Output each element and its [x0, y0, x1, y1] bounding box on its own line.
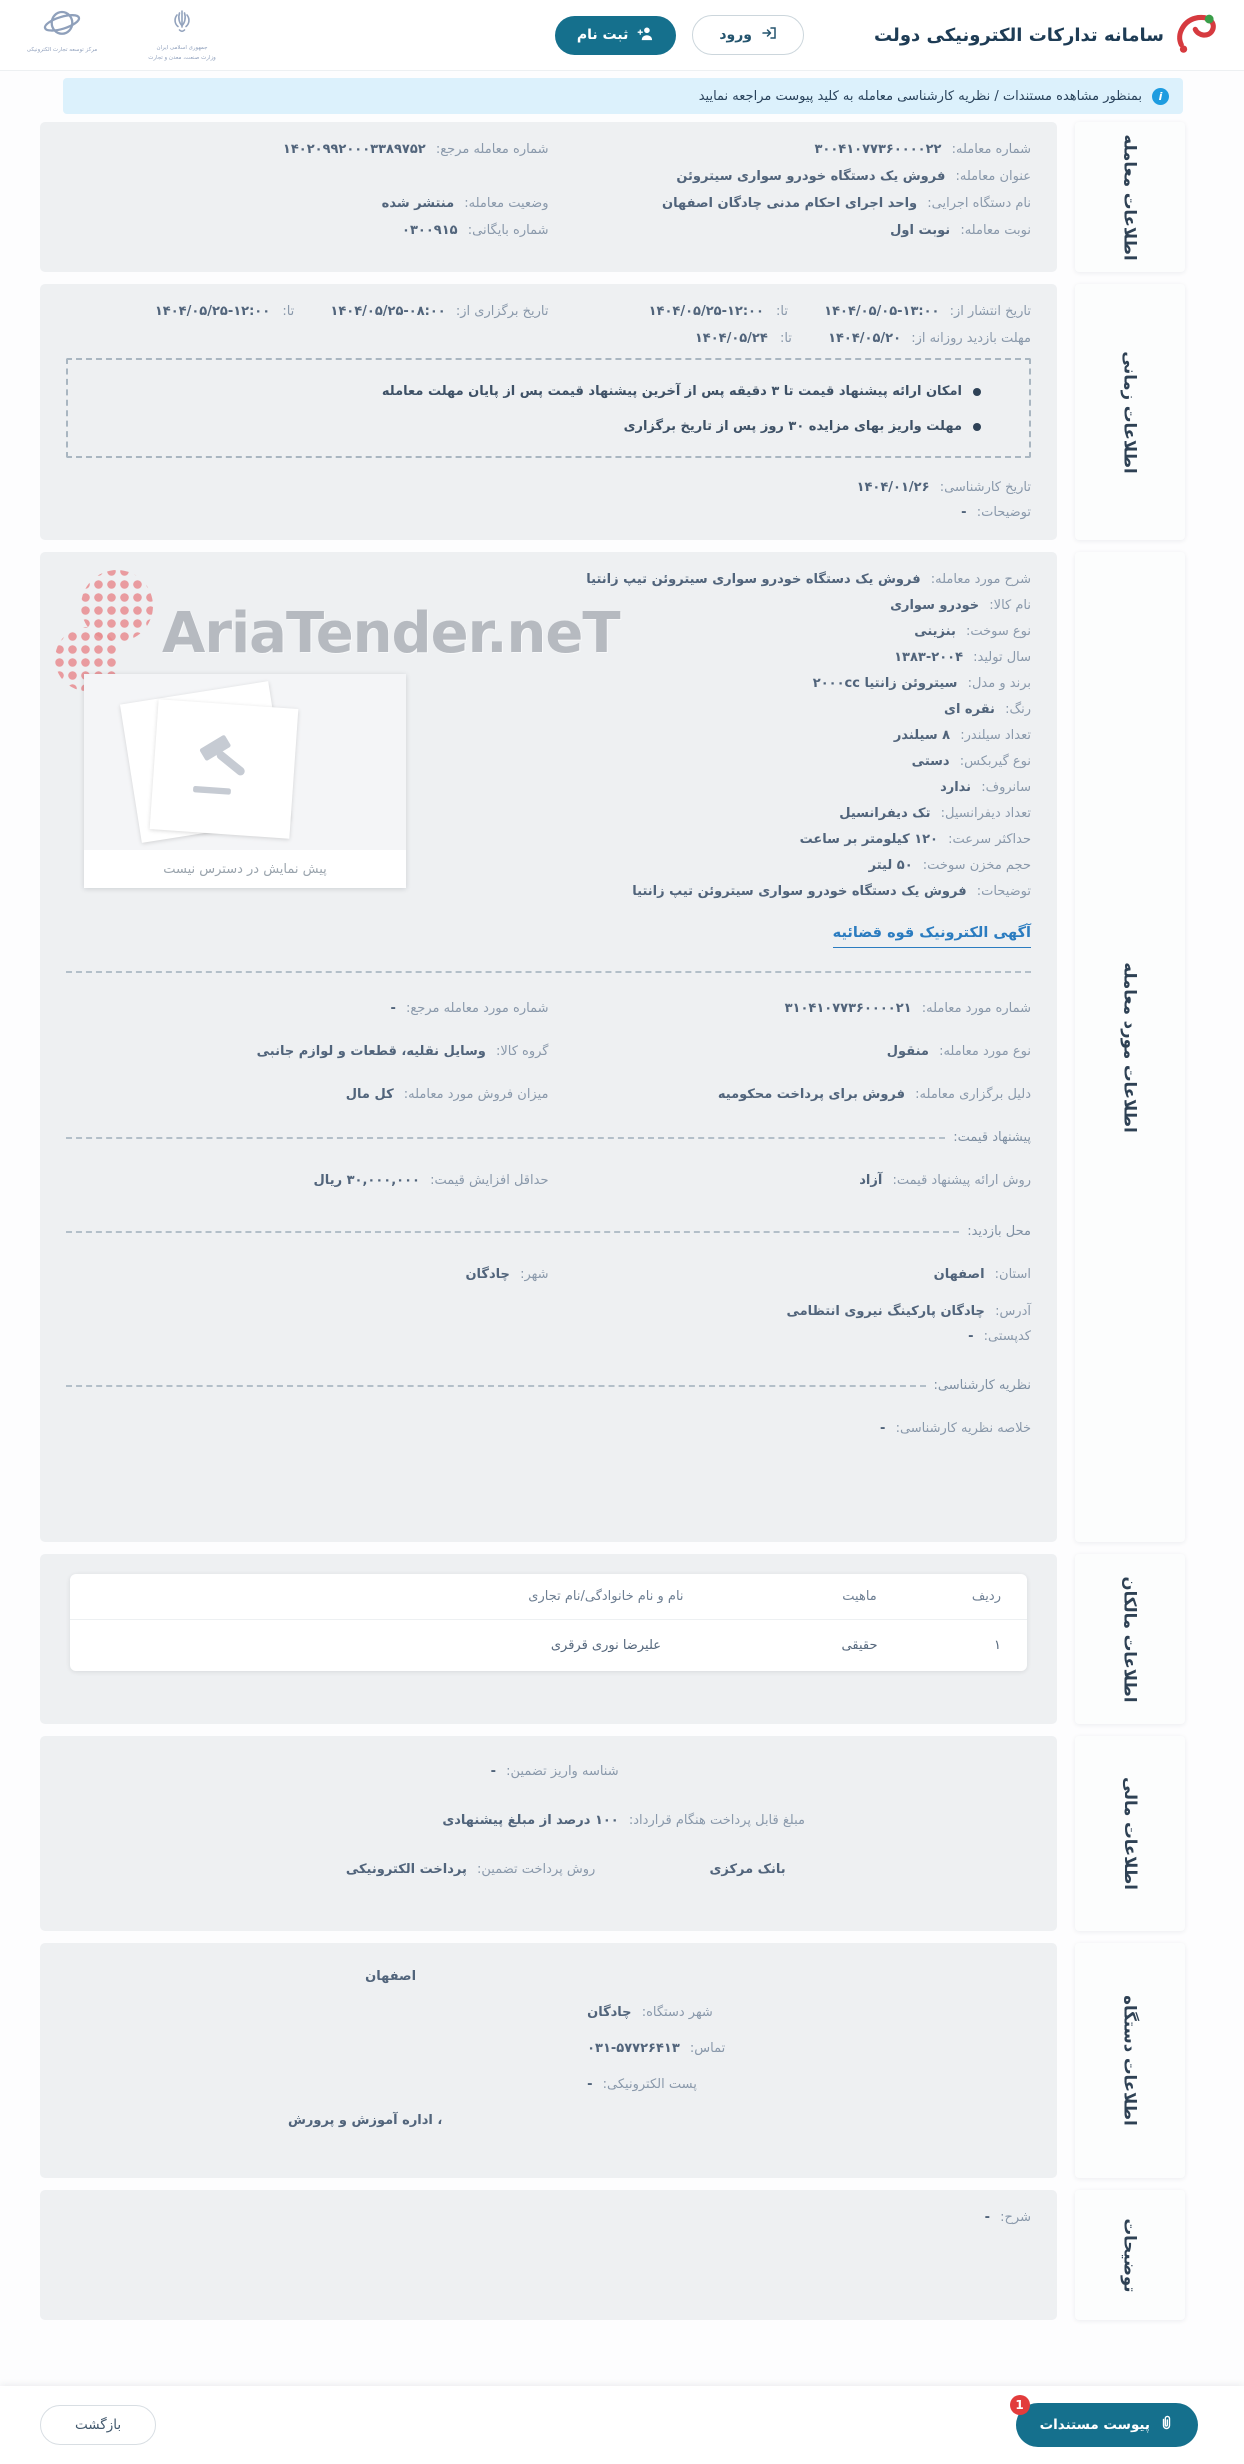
dashed-fill: [66, 1137, 945, 1139]
price-method: [549, 1173, 1032, 1188]
row: [66, 142, 1031, 157]
spec-value: فروش یک دستگاه خودرو سواری سیتروئن تیپ زانتیا: [586, 572, 921, 587]
rule-text: امکان ارائه پیشنهاد قیمت تا ۳ دقیقه پس از آخرین پیشنهاد قیمت پس از پایان مهلت معامله: [381, 384, 962, 399]
section-financial: [40, 1736, 1185, 1931]
spec-label: سال تولید:: [973, 650, 1031, 665]
field-label: تاریخ انتشار از:: [949, 304, 1031, 319]
spec-label: توضیحات:: [976, 884, 1031, 899]
tab-device: [1075, 1943, 1185, 2178]
to-label: تا:: [779, 331, 792, 346]
time-info-card: [40, 284, 1057, 540]
spec-row: [66, 598, 1031, 613]
gavel-icon: [179, 722, 269, 816]
field-value: -: [587, 2077, 593, 2092]
field-value: اصفهان: [933, 1267, 985, 1282]
deal-agency: [549, 196, 1032, 211]
field-value: -: [984, 2210, 991, 2225]
field-value: فروش یک دستگاه خودرو سواری سیتروئن: [676, 169, 946, 184]
bullet-icon: [973, 423, 981, 431]
register-label: ثبت نام: [576, 27, 629, 43]
field-value: نوبت اول: [890, 223, 951, 238]
row: [66, 331, 1031, 346]
field-label: تاریخ کارشناسی:: [939, 480, 1031, 495]
descriptions-card: [40, 2190, 1057, 2320]
row: [66, 1087, 1031, 1102]
field-value: چادگان: [465, 1267, 510, 1282]
col-header-filler: [70, 1574, 434, 1620]
visit-postal-code: [66, 1329, 1031, 1344]
spec-value: ۵۰ لیتر: [868, 858, 913, 873]
empty-cell: [66, 331, 549, 346]
spec-label: نوع گیربکس:: [959, 754, 1031, 769]
owner-name: علیرضا نوری قرقری: [434, 1620, 779, 1672]
item-meta: [66, 1001, 1031, 1102]
spec-label: سانروف:: [981, 780, 1031, 795]
field-value: ۱۰۰ درصد از مبلغ پیشنهادی: [442, 1813, 619, 1828]
field-label: نام دستگاه اجرایی:: [927, 196, 1031, 211]
row: [66, 1044, 1031, 1059]
login-icon: [761, 25, 777, 45]
col-header-name: نام و نام خانوادگی/نام تجاری: [528, 1589, 684, 1604]
tab-time-info-label: اطلاعات زمانی: [1120, 350, 1140, 474]
attachment-count-badge: 1: [1010, 2395, 1030, 2415]
brand: [874, 10, 1218, 60]
deal-archive-no: [66, 223, 549, 238]
auction-rules-box: [66, 358, 1031, 458]
field-value: اصفهان: [365, 1969, 417, 1984]
payable-row: [66, 1813, 1031, 1828]
device-org: [66, 2113, 1031, 2128]
ecdc-caption: مرکز توسعه تجارت الکترونیکی: [26, 46, 98, 53]
deal-status: [66, 196, 549, 211]
expert-header-label: نظریه کارشناسی:: [933, 1378, 1031, 1393]
field-label: شماره معامله:: [951, 142, 1031, 157]
rule-bullet: [88, 419, 1009, 434]
description-row: [66, 2210, 1031, 2225]
field-value: ۳۱۰۴۱۰۷۷۳۶۰۰۰۰۲۱: [784, 1001, 912, 1016]
attach-label: پیوست مستندات: [1039, 2417, 1150, 2433]
attach-documents-button[interactable]: [1015, 2398, 1198, 2447]
item-info-card: [40, 552, 1057, 1542]
device-province: [66, 1969, 1031, 1984]
app-header: [0, 0, 1244, 70]
tab-descriptions-label: توضیحات: [1120, 2218, 1140, 2292]
spec-row: [66, 572, 1031, 587]
field-label: شماره معامله مرجع:: [435, 142, 549, 157]
field-value: منقول: [886, 1044, 929, 1059]
globe-icon: [40, 8, 84, 44]
spec-row: [66, 624, 1031, 639]
photo-card-front: [150, 699, 299, 838]
iran-emblem-icon: [169, 8, 195, 42]
to-label: تا:: [282, 304, 295, 319]
tab-device-label: اطلاعات دستگاه: [1120, 1995, 1140, 2126]
field-label: استان:: [994, 1267, 1031, 1282]
dashed-fill: [66, 1231, 959, 1233]
empty-cell: [66, 169, 549, 184]
field-label: عنوان معامله:: [955, 169, 1031, 184]
field-value: -: [390, 1001, 396, 1016]
visit-dates: [549, 331, 1032, 346]
row: [66, 1173, 1031, 1188]
tab-time-info: [1075, 284, 1185, 540]
spec-row: [66, 650, 1031, 665]
field-value: فروش برای پرداخت محکومیه: [717, 1087, 906, 1102]
device-city: [66, 2005, 1031, 2020]
field-label: شماره بایگانی:: [467, 223, 549, 238]
col-header-index: ردیف: [971, 1589, 1001, 1604]
spec-value: بنزینی: [914, 624, 956, 639]
tab-trade-info: [1075, 122, 1185, 272]
spec-value: تک دیفرانسیل: [839, 806, 931, 821]
spec-label: رنگ:: [1005, 702, 1031, 717]
field-label: شرح:: [1000, 2210, 1031, 2225]
financial-card: [40, 1736, 1057, 1931]
field-label: دلیل برگزاری معامله:: [915, 1087, 1031, 1102]
tab-owners-label: اطلاعات مالکان: [1120, 1576, 1140, 1702]
status-badge: منتشر شده: [381, 196, 455, 211]
field-label: تماس:: [689, 2041, 726, 2056]
visit-city: [66, 1267, 549, 1282]
trade-info-card: [40, 122, 1057, 272]
held-dates: [66, 304, 549, 319]
bullet-icon: [973, 388, 981, 396]
section-trade-info: [40, 122, 1185, 272]
owner-filler: [70, 1620, 434, 1672]
item-ref-number: [66, 1001, 549, 1016]
owner-index: ۱: [941, 1620, 1027, 1672]
section-device: [40, 1943, 1185, 2178]
spec-value: سیتروئن زانتیا ۲۰۰۰cc: [812, 676, 958, 691]
field-label: شهر دستگاه:: [641, 2005, 713, 2020]
section-owners: [40, 1554, 1185, 1724]
owners-card: [40, 1554, 1057, 1724]
rule-text: مهلت واریز بهای مزایده ۳۰ روز پس از تاریخ برگزاری: [623, 419, 962, 434]
field-label: روش ارائه پیشنهاد قیمت:: [892, 1173, 1031, 1188]
preview-caption: پیش نمایش در دسترس نیست: [84, 850, 406, 888]
field-value: -: [880, 1421, 886, 1436]
row: [66, 196, 1031, 211]
ministry-caption-1: جمهوری اسلامی ایران: [156, 44, 208, 51]
visit-province: [549, 1267, 1032, 1282]
field-label: شناسه واریز تضمین:: [506, 1764, 619, 1779]
field-label: شهر:: [520, 1267, 549, 1282]
spec-label: برند و مدل:: [967, 676, 1031, 691]
section-item-info: [40, 552, 1185, 1542]
spec-value: ۸ سیلندر: [893, 728, 951, 743]
field-label: نوبت معامله:: [960, 223, 1031, 238]
user-plus-icon: [637, 26, 654, 45]
login-label: ورود: [719, 27, 752, 43]
item-type: [549, 1044, 1032, 1059]
footer-bar: [0, 2386, 1244, 2464]
spec-label: شرح مورد معامله:: [930, 572, 1031, 587]
notice-text: بمنظور مشاهده مستندات / نظریه کارشناسی معامله به کلید پیوست مراجعه نمایید: [698, 88, 1142, 104]
deal-ref-number: [66, 142, 549, 157]
publish-dates: [549, 304, 1032, 319]
register-button[interactable]: [555, 16, 676, 55]
tab-trade-info-label: اطلاعات معامله: [1120, 133, 1140, 261]
field-value: کل مال: [345, 1087, 394, 1102]
field-label: شماره مورد معامله:: [921, 1001, 1031, 1016]
field-label: روش پرداخت تضمین:: [477, 1862, 596, 1877]
price-section-header: [66, 1130, 1031, 1145]
judiciary-ad-link[interactable]: آگهی الکترونیک قوه قضائیه: [833, 925, 1031, 948]
device-phone: [66, 2041, 1031, 2056]
spec-value: دستی: [911, 754, 950, 769]
dashed-separator: [66, 971, 1031, 973]
rule-bullet: [88, 384, 1009, 399]
visit-section-header: [66, 1224, 1031, 1239]
deal-round: [549, 223, 1032, 238]
device-email: [66, 2077, 1031, 2092]
field-label: پست الکترونیکی:: [602, 2077, 697, 2092]
ecdc-logo: [16, 8, 108, 54]
spec-label: تعداد دیفرانسیل:: [940, 806, 1031, 821]
price-header-label: پیشنهاد قیمت:: [953, 1130, 1031, 1145]
deal-number: [549, 142, 1032, 157]
owners-header-row: [70, 1574, 1027, 1620]
info-icon: i: [1152, 88, 1169, 105]
field-value: ۰۳۰۰۹۱۵: [402, 223, 458, 238]
item-number: [549, 1001, 1032, 1016]
item-preview: [84, 674, 406, 888]
field-value: ۰۳۱-۵۷۷۲۶۴۱۳: [587, 2041, 680, 2056]
field-value: -: [968, 1329, 974, 1344]
tab-item-info-label: اطلاعات مورد معامله: [1120, 961, 1140, 1133]
row: [66, 304, 1031, 319]
field-value: چادگان: [587, 2005, 632, 2020]
spec-label: نوع سوخت:: [965, 624, 1031, 639]
field-value: -: [490, 1764, 496, 1779]
preview-image: [84, 674, 406, 850]
field-value: چادگان پارکینگ نیروی انتظامی: [786, 1304, 985, 1319]
tab-descriptions: [1075, 2190, 1185, 2320]
visit-header-label: محل بازدید:: [967, 1224, 1031, 1239]
col-header-nature: ماهیت: [842, 1589, 877, 1604]
main-content: [0, 122, 1244, 2320]
spec-value: ۱۲۰ کیلومتر بر ساعت: [799, 832, 938, 847]
item-sale-reason: [549, 1087, 1032, 1102]
section-time-info: [40, 284, 1185, 540]
app-title: سامانه تدارکات الکترونیکی دولت: [874, 24, 1164, 46]
field-label: میزان فروش مورد معامله:: [403, 1087, 549, 1102]
expert-section-header: [66, 1378, 1031, 1393]
deposit-id-row: [66, 1764, 1031, 1779]
ministry-logo: [136, 8, 228, 63]
guarantee-method: [346, 1862, 595, 1877]
watermark-text: AriaTender.neT: [162, 600, 620, 666]
spec-label: نام کالا:: [989, 598, 1031, 613]
field-value: ۳۰۰۴۱۰۷۷۳۶۰۰۰۰۲۲: [814, 142, 942, 157]
field-value: وسایل نقلیه، قطعات و لوازم جانبی: [256, 1044, 486, 1059]
row: [66, 1001, 1031, 1016]
login-button[interactable]: [692, 15, 804, 55]
field-value: ۱۴۰۴/۰۱/۲۶: [856, 480, 930, 495]
spec-label: تعداد سیلندر:: [960, 728, 1031, 743]
field-label: گروه کالا:: [495, 1044, 549, 1059]
expert-date-row: [66, 480, 1031, 495]
ministry-caption-2: وزارت صنعت، معدن و تجارت: [148, 55, 216, 61]
paperclip-icon: [1159, 2415, 1174, 2435]
date-value: ۱۴۰۴/۰۵/۲۵-۱۲:۰۰: [648, 304, 764, 319]
setad-logo-icon: [1174, 10, 1218, 60]
min-increase: [66, 1173, 549, 1188]
owners-table: [70, 1574, 1027, 1671]
row: [66, 223, 1031, 238]
date-value: ۱۴۰۴/۰۵/۲۰: [828, 331, 902, 346]
tab-item-info: [1075, 552, 1185, 1542]
guarantee-method-row: [66, 1862, 1031, 1877]
owners-table-card: [70, 1574, 1027, 1671]
owner-nature: حقیقی: [778, 1620, 941, 1672]
spec-value: نقره ای: [944, 702, 995, 717]
field-value: -: [961, 505, 967, 520]
to-label: تا:: [776, 304, 789, 319]
field-label: آدرس:: [995, 1304, 1031, 1319]
spec-label: حجم مخزن سوخت:: [922, 858, 1031, 873]
section-descriptions: [40, 2190, 1185, 2320]
field-label: وضعیت معامله:: [464, 196, 549, 211]
field-value: ۱۴۰۲۰۹۹۲۰۰۰۳۳۸۹۷۵۲: [282, 142, 426, 157]
field-value: واحد اجرای احکام مدنی چادگان اصفهان: [662, 196, 918, 211]
date-value: ۱۴۰۴/۰۵/۲۴: [694, 331, 768, 346]
spec-value: فروش یک دستگاه خودرو سواری سیتروئن تیپ زانتیا: [632, 884, 967, 899]
tab-financial: [1075, 1736, 1185, 1931]
field-value: پرداخت الکترونیکی: [345, 1862, 467, 1877]
field-label: تاریخ برگزاری از:: [455, 304, 549, 319]
visit-address: [66, 1304, 1031, 1319]
item-group: [66, 1044, 549, 1059]
back-button[interactable]: بازگشت: [40, 2405, 156, 2445]
tab-owners: [1075, 1554, 1185, 1724]
device-card: [40, 1943, 1057, 2178]
government-logos: [16, 8, 228, 63]
field-label: حداقل افزایش قیمت:: [430, 1173, 549, 1188]
time-notes-row: [66, 505, 1031, 520]
bank-name: بانک مرکزی: [709, 1862, 786, 1877]
notice-bar: [63, 78, 1183, 114]
field-value: ۳۰,۰۰۰,۰۰۰ ریال: [313, 1173, 420, 1188]
field-value: آزاد: [859, 1173, 883, 1188]
field-value: ، اداره آموزش و پرورش: [287, 2113, 443, 2128]
field-label: مبلغ قابل پرداخت هنگام قرارداد:: [628, 1813, 805, 1828]
tab-financial-label: اطلاعات مالی: [1120, 1777, 1140, 1890]
expert-summary-row: [66, 1421, 1031, 1436]
field-label: مهلت بازدید روزانه از:: [911, 331, 1031, 346]
field-label: خلاصه نظریه کارشناسی:: [895, 1421, 1031, 1436]
table-row: [70, 1620, 1027, 1672]
deal-title: [549, 169, 1032, 184]
dashed-fill: [66, 1385, 926, 1387]
judiciary-link-row: [66, 925, 1031, 941]
row: [66, 1267, 1031, 1282]
item-sale-portion: [66, 1087, 549, 1102]
field-label: نوع مورد معامله:: [939, 1044, 1031, 1059]
date-value: ۱۴۰۴/۰۵/۲۵-۰۸:۰۰: [330, 304, 446, 319]
field-label: شماره مورد معامله مرجع:: [405, 1001, 549, 1016]
field-label: توضیحات:: [976, 505, 1031, 520]
spec-label: حداکثر سرعت:: [948, 832, 1031, 847]
field-label: کدپستی:: [983, 1329, 1031, 1344]
date-value: ۱۴۰۴/۰۵/۲۵-۱۲:۰۰: [154, 304, 271, 319]
spec-value: ۱۳۸۳-۲۰۰۴: [894, 650, 963, 665]
spec-value: خودرو سواری: [890, 598, 980, 613]
row: [66, 169, 1031, 184]
date-value: ۱۴۰۴/۰۵/۰۵-۱۳:۰۰: [824, 304, 940, 319]
spec-value: ندارد: [940, 780, 972, 795]
